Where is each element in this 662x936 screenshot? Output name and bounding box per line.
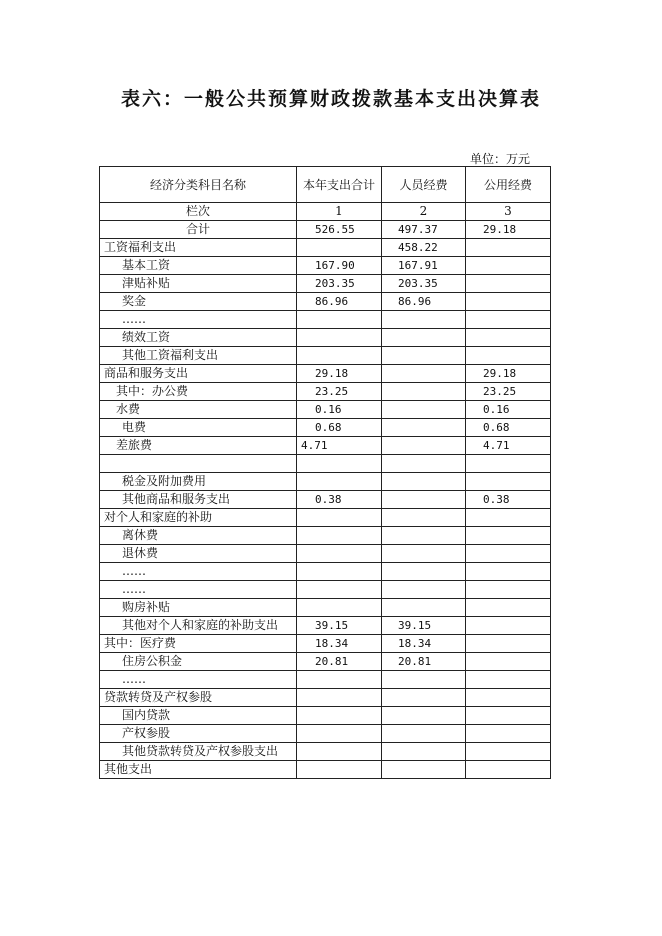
row-name: 其他贷款转贷及产权参股支出 <box>100 743 297 761</box>
row-total: 23.25 <box>297 383 382 401</box>
row-name: 商品和服务支出 <box>100 365 297 383</box>
row-personnel <box>382 563 466 581</box>
row-total: 18.34 <box>297 635 382 653</box>
table-row <box>100 401 551 419</box>
row-name: 购房补贴 <box>100 599 297 617</box>
table-row <box>100 311 551 329</box>
row-public <box>466 653 551 671</box>
column-index-2: 2 <box>382 203 466 221</box>
row-total <box>297 563 382 581</box>
row-name: 其中：办公费 <box>100 383 297 401</box>
row-public: 23.25 <box>466 383 551 401</box>
row-total: 167.90 <box>297 257 382 275</box>
table-row <box>100 545 551 563</box>
table-row <box>100 257 551 275</box>
row-total <box>297 725 382 743</box>
table-row <box>100 347 551 365</box>
row-total <box>297 239 382 257</box>
row-personnel <box>382 581 466 599</box>
row-personnel <box>382 689 466 707</box>
row-personnel <box>382 383 466 401</box>
row-personnel: 86.96 <box>382 293 466 311</box>
row-total: 20.81 <box>297 653 382 671</box>
table-row <box>100 437 551 455</box>
row-personnel <box>382 743 466 761</box>
table-row <box>100 275 551 293</box>
row-public <box>466 275 551 293</box>
row-total <box>297 473 382 491</box>
column-index-3: 3 <box>466 203 551 221</box>
row-personnel <box>382 527 466 545</box>
row-public <box>466 635 551 653</box>
row-personnel <box>382 545 466 563</box>
row-personnel <box>382 311 466 329</box>
row-total: 203.35 <box>297 275 382 293</box>
row-total <box>297 671 382 689</box>
row-personnel <box>382 419 466 437</box>
row-name <box>100 455 297 473</box>
row-total <box>297 743 382 761</box>
row-total <box>297 347 382 365</box>
row-name: 差旅费 <box>100 437 297 455</box>
table-row <box>100 293 551 311</box>
unit-label: 单位：万元 <box>470 152 531 166</box>
row-name: 贷款转贷及产权参股 <box>100 689 297 707</box>
table-row <box>100 581 551 599</box>
table-row <box>100 329 551 347</box>
row-personnel: 18.34 <box>382 635 466 653</box>
row-public: 0.16 <box>466 401 551 419</box>
row-personnel <box>382 491 466 509</box>
row-public <box>466 257 551 275</box>
row-public: 29.18 <box>466 365 551 383</box>
row-total: 4.71 <box>297 437 382 455</box>
row-personnel: 203.35 <box>382 275 466 293</box>
row-total <box>297 455 382 473</box>
row-total: 526.55 <box>297 221 382 239</box>
table-row <box>100 473 551 491</box>
expenditure-table <box>99 166 551 779</box>
row-name: 其中：医疗费 <box>100 635 297 653</box>
header-name: 经济分类科目名称 <box>100 167 297 203</box>
row-name: 产权参股 <box>100 725 297 743</box>
row-public: 4.71 <box>466 437 551 455</box>
row-public: 0.38 <box>466 491 551 509</box>
row-total: 86.96 <box>297 293 382 311</box>
row-personnel: 167.91 <box>382 257 466 275</box>
row-personnel <box>382 509 466 527</box>
row-public <box>466 707 551 725</box>
row-total: 39.15 <box>297 617 382 635</box>
row-name: 离休费 <box>100 527 297 545</box>
table-row <box>100 455 551 473</box>
row-public <box>466 599 551 617</box>
row-total: 0.38 <box>297 491 382 509</box>
row-name: 住房公积金 <box>100 653 297 671</box>
row-public <box>466 329 551 347</box>
row-total <box>297 599 382 617</box>
row-total: 29.18 <box>297 365 382 383</box>
row-name: 水费 <box>100 401 297 419</box>
row-personnel <box>382 707 466 725</box>
row-total: 0.68 <box>297 419 382 437</box>
table-row <box>100 419 551 437</box>
table-row <box>100 617 551 635</box>
row-personnel <box>382 437 466 455</box>
column-index-1: 1 <box>297 203 382 221</box>
table-row <box>100 671 551 689</box>
header-personnel: 人员经费 <box>382 167 466 203</box>
row-personnel <box>382 365 466 383</box>
table-row <box>100 743 551 761</box>
table-row <box>100 563 551 581</box>
row-name: …… <box>100 581 297 599</box>
table-row <box>100 689 551 707</box>
row-name: 其他工资福利支出 <box>100 347 297 365</box>
row-name: 对个人和家庭的补助 <box>100 509 297 527</box>
header-row <box>100 167 551 203</box>
row-public <box>466 473 551 491</box>
table-row <box>100 491 551 509</box>
row-public <box>466 725 551 743</box>
row-total <box>297 581 382 599</box>
row-public <box>466 761 551 779</box>
table-row <box>100 365 551 383</box>
row-personnel <box>382 455 466 473</box>
table-row <box>100 653 551 671</box>
row-name: 工资福利支出 <box>100 239 297 257</box>
row-personnel: 497.37 <box>382 221 466 239</box>
row-public <box>466 689 551 707</box>
row-total <box>297 311 382 329</box>
row-name: 国内贷款 <box>100 707 297 725</box>
row-public <box>466 617 551 635</box>
row-name: …… <box>100 563 297 581</box>
row-name: 基本工资 <box>100 257 297 275</box>
row-name: …… <box>100 311 297 329</box>
row-name: 合计 <box>100 221 297 239</box>
row-total <box>297 689 382 707</box>
table-row <box>100 707 551 725</box>
row-public <box>466 545 551 563</box>
row-personnel <box>382 761 466 779</box>
table-row <box>100 239 551 257</box>
table-row <box>100 725 551 743</box>
row-name: 津贴补贴 <box>100 275 297 293</box>
column-index-label: 栏次 <box>100 203 297 221</box>
table-row <box>100 221 551 239</box>
row-public: 29.18 <box>466 221 551 239</box>
table-row <box>100 635 551 653</box>
row-name: 绩效工资 <box>100 329 297 347</box>
row-personnel: 458.22 <box>382 239 466 257</box>
row-name: 其他对个人和家庭的补助支出 <box>100 617 297 635</box>
row-personnel <box>382 329 466 347</box>
table-row <box>100 509 551 527</box>
row-name: 奖金 <box>100 293 297 311</box>
row-name: 电费 <box>100 419 297 437</box>
row-public <box>466 563 551 581</box>
row-total <box>297 329 382 347</box>
row-public <box>466 527 551 545</box>
row-total: 0.16 <box>297 401 382 419</box>
row-public <box>466 743 551 761</box>
row-personnel <box>382 401 466 419</box>
row-personnel <box>382 725 466 743</box>
row-personnel <box>382 473 466 491</box>
table-row <box>100 761 551 779</box>
row-personnel <box>382 599 466 617</box>
row-public <box>466 455 551 473</box>
header-total: 本年支出合计 <box>297 167 382 203</box>
row-total <box>297 527 382 545</box>
table-row <box>100 383 551 401</box>
row-public <box>466 509 551 527</box>
row-public <box>466 293 551 311</box>
row-total <box>297 509 382 527</box>
row-personnel: 39.15 <box>382 617 466 635</box>
row-public <box>466 671 551 689</box>
row-name: 其他支出 <box>100 761 297 779</box>
page-title: 表六：一般公共预算财政拨款基本支出决算表 <box>120 88 541 110</box>
table-row <box>100 527 551 545</box>
row-personnel <box>382 347 466 365</box>
row-public <box>466 581 551 599</box>
row-total <box>297 761 382 779</box>
column-index-row <box>100 203 551 221</box>
header-public: 公用经费 <box>466 167 551 203</box>
row-public <box>466 311 551 329</box>
row-public <box>466 239 551 257</box>
row-name: 其他商品和服务支出 <box>100 491 297 509</box>
row-total <box>297 707 382 725</box>
row-name: 税金及附加费用 <box>100 473 297 491</box>
row-name: 退休费 <box>100 545 297 563</box>
row-public <box>466 347 551 365</box>
row-personnel <box>382 671 466 689</box>
row-name: …… <box>100 671 297 689</box>
table-row <box>100 599 551 617</box>
row-personnel: 20.81 <box>382 653 466 671</box>
row-public: 0.68 <box>466 419 551 437</box>
row-total <box>297 545 382 563</box>
